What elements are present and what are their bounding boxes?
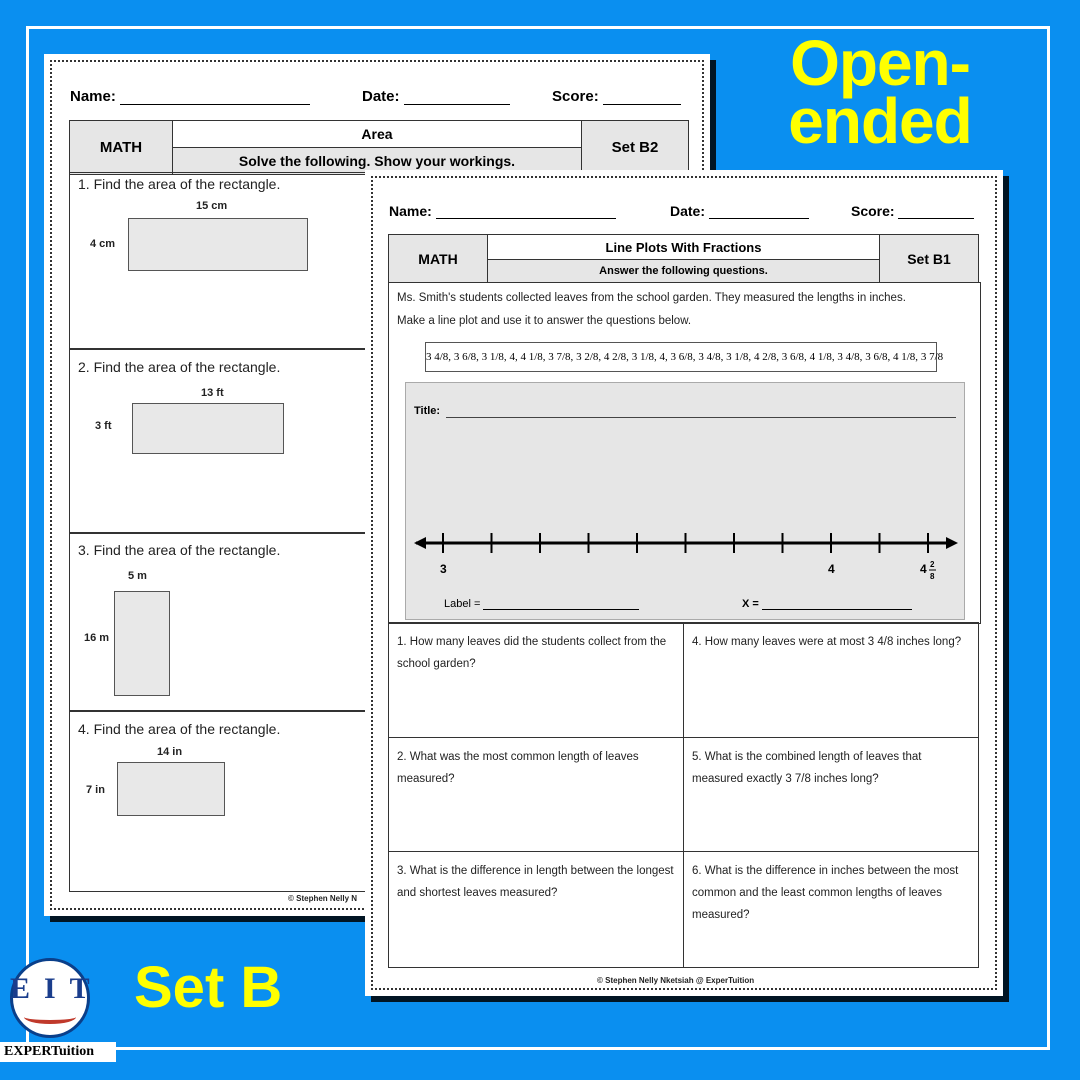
date-blank[interactable]	[709, 218, 809, 219]
data-value: 3 2/8,	[576, 351, 604, 363]
q2-rectangle	[132, 403, 284, 454]
line-plot-worksheet	[365, 170, 1003, 996]
name-blank[interactable]	[120, 104, 310, 105]
question-cell[interactable]	[684, 852, 979, 967]
worksheet-header	[388, 234, 979, 283]
data-values-box	[425, 342, 944, 372]
question-cell[interactable]	[684, 738, 979, 853]
data-value: 4 2/8,	[753, 351, 782, 363]
data-value: 4,	[509, 351, 521, 363]
q4-rectangle	[117, 762, 225, 816]
name-blank[interactable]	[436, 218, 616, 219]
label-caption	[444, 598, 639, 610]
q2-width: 13 ft	[201, 387, 224, 399]
expertuition-logo	[0, 958, 112, 1068]
topic-cell: Area	[173, 121, 582, 148]
q3-rectangle	[114, 591, 170, 696]
number-line	[406, 523, 964, 583]
data-value: 4 1/8,	[520, 351, 549, 363]
date-label: Date:	[362, 88, 400, 105]
question-text: 1. How many leaves did the students collect from the school garden?	[397, 636, 667, 670]
instruction-cell: Answer the following questions.	[488, 260, 880, 283]
date-blank[interactable]	[404, 104, 510, 105]
data-value: 3 1/8,	[726, 351, 754, 363]
name-label: Name:	[70, 88, 116, 105]
question-cell[interactable]	[389, 623, 684, 738]
score-row	[552, 88, 681, 105]
q4-width: 14 in	[157, 746, 183, 758]
question-cell[interactable]	[684, 623, 979, 738]
logo-letters: EIT	[10, 972, 104, 1005]
date-label: Date:	[670, 203, 706, 219]
question-grid	[388, 622, 979, 968]
score-label: Score:	[851, 203, 895, 219]
score-blank[interactable]	[603, 104, 681, 105]
question-4-text: 4. Find the area of the rectangle.	[78, 721, 281, 737]
name-row	[70, 88, 310, 105]
data-value: 3 7/8,	[548, 351, 577, 363]
q2-height: 3 ft	[95, 420, 112, 432]
front-footer: © Stephen Nelly Nketsiah @ ExperTuition	[597, 976, 755, 985]
set-b-label: Set B	[134, 955, 283, 1020]
name-label: Name:	[389, 203, 432, 219]
logo-text: EXPERTuition	[0, 1042, 116, 1062]
tick-label: 4	[828, 562, 835, 576]
data-value: 3 1/8,	[481, 351, 510, 363]
data-value: 4,	[659, 351, 671, 363]
q3-width: 5 m	[128, 570, 147, 582]
score-blank[interactable]	[898, 218, 974, 219]
tick-label: 4	[920, 562, 927, 576]
q1-width: 15 cm	[196, 200, 228, 212]
data-value: 3 6/8,	[781, 351, 810, 363]
worksheet-header	[69, 120, 689, 175]
q4-height: 7 in	[86, 784, 105, 796]
name-row	[389, 203, 616, 219]
label-blank[interactable]	[483, 609, 639, 610]
q3-height: 16 m	[84, 632, 110, 644]
intro-line-2: Make a line plot and use it to answer the questions below.	[397, 315, 692, 327]
x-caption	[742, 598, 912, 610]
instruction-cell: Solve the following. Show your workings.	[173, 148, 582, 175]
data-value: 3 6/8,	[865, 351, 893, 363]
question-text: 5. What is the combined length of leaves that measured exactly 3 7/8 inches long?	[692, 750, 922, 785]
q1-height: 4 cm	[90, 238, 116, 250]
right-arrow	[946, 537, 958, 549]
plot-title-label: Title:	[414, 405, 441, 417]
data-value: 3 4/8,	[698, 351, 727, 363]
question-2-text: 2. Find the area of the rectangle.	[78, 359, 281, 375]
data-value: 3 1/8,	[631, 351, 660, 363]
subject-cell: MATH	[389, 235, 488, 283]
question-text: 4. How many leaves were at most 3 4/8 inches long?	[692, 636, 962, 648]
data-value: 3 4/8,	[837, 351, 866, 363]
question-text: 3. What is the difference in length between the longest and shortest leaves measured?	[397, 865, 674, 899]
left-arrow	[414, 537, 426, 549]
x-blank[interactable]	[762, 609, 912, 610]
question-1-text: 1. Find the area of the rectangle.	[78, 176, 281, 192]
intro-line-1: Ms. Smith's students collected leaves from the school garden. They measured the lengths in inches.	[397, 292, 906, 304]
question-text: 6. What is the difference in inches between the most common and the least common lengths of leaves measured?	[692, 865, 959, 921]
score-label: Score:	[552, 88, 599, 105]
score-row	[851, 203, 974, 219]
back-footer: © Stephen Nelly N	[288, 894, 358, 903]
data-value: 3 4/8,	[426, 351, 454, 363]
subject-cell: MATH	[70, 121, 173, 175]
date-row	[670, 203, 809, 219]
set-cell: Set B1	[880, 235, 979, 283]
tick-label-numerator: 2	[930, 560, 935, 569]
tick-label-denominator: 8	[930, 572, 935, 581]
topic-cell: Line Plots With Fractions	[488, 235, 880, 260]
question-cell[interactable]	[389, 852, 684, 967]
data-value: 4 1/8,	[809, 351, 838, 363]
data-value: 3 6/8,	[670, 351, 699, 363]
label-caption-text: Label =	[444, 598, 481, 610]
data-value: 4 2/8,	[603, 351, 632, 363]
data-value: 3 7/8	[920, 351, 944, 363]
tick-label: 3	[440, 562, 447, 576]
line-plot-area	[405, 382, 965, 620]
date-row	[362, 88, 510, 105]
x-caption-text: X =	[742, 598, 759, 610]
question-cell[interactable]	[389, 738, 684, 853]
set-cell: Set B2	[582, 121, 689, 175]
data-value: 3 6/8,	[453, 351, 482, 363]
q1-rectangle	[128, 218, 308, 271]
plot-title-blank[interactable]	[446, 417, 956, 418]
open-ended-heading: Open-ended	[788, 27, 972, 157]
data-value: 4 1/8,	[893, 351, 921, 363]
question-text: 2. What was the most common length of leaves measured?	[397, 750, 639, 785]
book-icon	[24, 1010, 76, 1024]
question-3-text: 3. Find the area of the rectangle.	[78, 542, 281, 558]
